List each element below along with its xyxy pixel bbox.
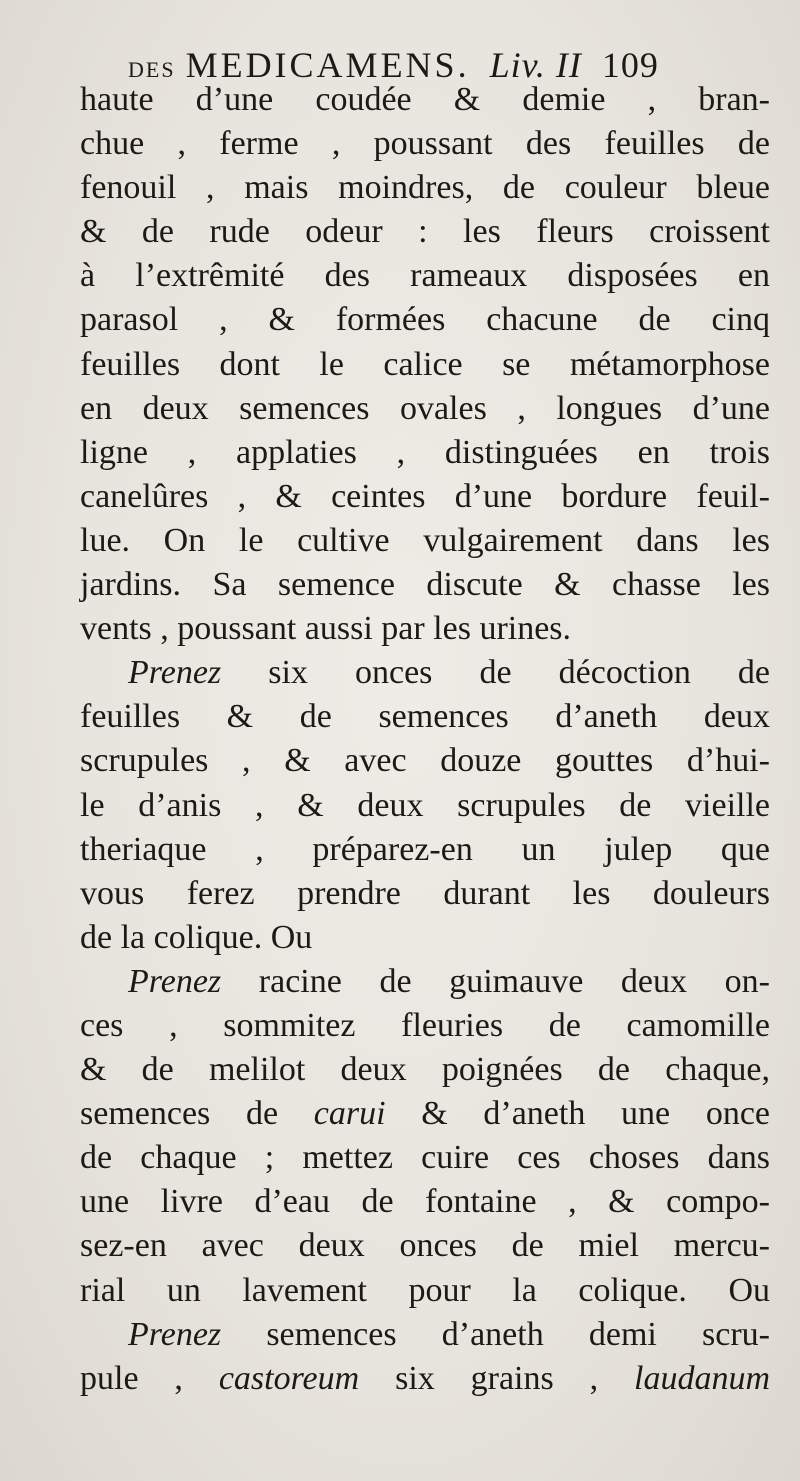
line-text: canelûres , & ceintes d’une bordure feuil- [80,477,770,515]
text-line [80,78,770,122]
line-text: à l’extrêmité des rameaux disposées en [80,257,770,295]
line-text: feuilles & de semences d’aneth deux [80,698,770,736]
text-line [80,828,770,872]
text-line [80,1269,770,1313]
text-line [80,1180,770,1224]
italic-term: castoreum [218,1359,360,1397]
text-line [80,784,770,828]
line-text: six grains , [359,1359,634,1397]
text-line [80,519,770,563]
text-line [80,1004,770,1048]
text-line [80,254,770,298]
line-text: vous ferez prendre durant les douleurs [80,874,770,912]
line-text: feuilles dont le calice se métamorphose [80,345,770,383]
line-text: haute d’une coudée & demie , bran- [80,81,770,118]
text-line [80,1313,770,1357]
text-line [80,1224,770,1268]
text-line [80,1357,770,1401]
text-line [80,563,770,607]
body-text [80,78,770,1401]
line-text: sez-en avec deux onces de miel mercu- [80,1227,770,1265]
line-text: chue , ferme , poussant des feuilles de [80,125,770,163]
page-number: 109 [601,45,659,85]
line-text: de la colique. Ou [80,918,313,956]
text-line [80,960,770,1004]
text-line [80,166,770,210]
line-text: fenouil , mais moindres, de couleur bleue [80,169,770,207]
line-text: de chaque ; mettez cuire ces choses dans [80,1139,770,1177]
text-line [80,739,770,783]
italic-term: Prenez [128,654,222,692]
text-line [80,607,770,651]
italic-term: Prenez [128,962,222,1000]
line-text: & de melilot deux poignées de chaque, [80,1051,770,1089]
line-text: & d’aneth une once [385,1095,770,1133]
line-text: parasol , & formées chacune de cinq [80,301,770,339]
line-text: pule , [80,1359,219,1397]
text-line [80,122,770,166]
line-text: scrupules , & avec douze gouttes d’hui- [80,742,770,780]
italic-term: laudanum [634,1359,770,1397]
text-line [80,695,770,739]
line-text: une livre d’eau de fontaine , & compo- [80,1183,770,1221]
text-line [80,431,770,475]
line-text: ligne , applaties , distinguées en trois [80,433,770,471]
line-text: le d’anis , & deux scrupules de vieille [80,786,770,824]
line-text: ces , sommitez fleuries de camomille [80,1006,770,1044]
line-text: rial un lavement pour la colique. Ou [80,1271,770,1309]
line-text: six onces de décoction de [221,654,770,692]
line-text: semences de [80,1095,314,1133]
italic-term: Prenez [128,1315,222,1353]
line-text: racine de guimauve deux on- [221,962,770,1000]
line-text: & de rude odeur : les fleurs croissent [80,213,770,251]
line-text: semences d’aneth demi scru- [221,1315,770,1353]
line-text: lue. On le cultive vulgairement dans les [80,521,770,559]
text-line [80,651,770,695]
header-title: MEDICAMENS. [185,45,470,85]
text-line [80,1136,770,1180]
text-line [80,916,770,960]
text-line [80,475,770,519]
line-text: jardins. Sa semence discute & chasse les [80,566,770,604]
line-text: en deux semences ovales , longues d’une [80,389,770,427]
italic-term: carui [313,1095,386,1133]
header-prefix: DES [128,57,176,82]
line-text: theriaque , préparez-en un julep que [80,830,770,868]
text-line [80,210,770,254]
header-book: Liv. II [489,45,582,85]
text-line [80,298,770,342]
line-text: vents , poussant aussi par les urines. [80,610,572,648]
text-line [80,387,770,431]
text-line [80,343,770,387]
text-line [80,1092,770,1136]
text-line [80,1048,770,1092]
text-line [80,872,770,916]
